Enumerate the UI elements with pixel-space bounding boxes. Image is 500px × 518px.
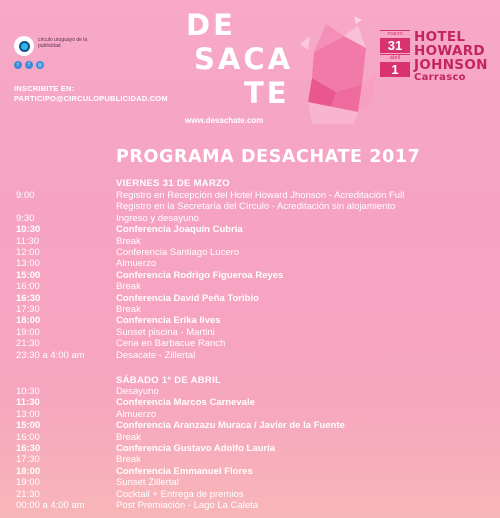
schedule-time: 17:30: [16, 304, 40, 315]
schedule-row: [16, 500, 496, 511]
fist-sculpture-image: [296, 14, 382, 126]
schedule-row: [16, 386, 496, 397]
schedule-time: 16:30: [16, 443, 41, 454]
schedule-row: [16, 213, 496, 224]
schedule-time: 11:30: [16, 397, 40, 409]
schedule-time: 11:30: [16, 235, 40, 247]
schedule-event: Registro en la Secretaría del Círculo - Acreditación sin alojamiento: [116, 201, 396, 213]
org-name: círculo uruguayo de la publicidad: [38, 37, 88, 49]
schedule-time: 10:30: [16, 386, 40, 397]
schedule-row: [16, 236, 496, 247]
schedule-time: 19:00: [16, 326, 40, 338]
schedule-event: Desayuno: [116, 386, 159, 397]
schedule-time: 18:00: [16, 465, 41, 477]
schedule-event: Conferencia Marcos Carnevale: [116, 397, 255, 409]
hotel-line-3: JOHNSON: [414, 57, 488, 73]
schedule-row: [16, 293, 496, 304]
schedule-event: Desacate - Zillertal: [116, 349, 196, 361]
schedule-time: 00:00 a 4:00 am: [16, 500, 85, 511]
day2-heading: SÁBADO 1º DE ABRIL: [116, 375, 222, 386]
schedule-row: [16, 315, 496, 326]
schedule-event: Break: [116, 281, 141, 293]
twitter-icon[interactable]: t: [14, 61, 22, 69]
schedule-row: [16, 477, 496, 488]
schedule-row: [16, 466, 496, 477]
social-links: [14, 61, 44, 69]
schedule-row: [16, 489, 496, 500]
inscribe-label: INSCRIBITE EN:: [14, 84, 75, 93]
site-url[interactable]: www.desachate.com: [185, 116, 264, 125]
schedule-time: 21:30: [16, 338, 40, 350]
brand-line-3: TE: [244, 76, 290, 110]
schedule-event: Conferencia Joaquín Cubría: [116, 224, 243, 236]
hotel-location: Carrasco: [414, 72, 466, 83]
schedule-row: [16, 224, 496, 235]
schedule-event: Almuerzo: [116, 258, 157, 270]
hotel-line-2: HOWARD: [414, 43, 485, 59]
header: [0, 0, 500, 140]
schedule-time: 16:00: [16, 431, 40, 443]
hotel-logo: [414, 30, 488, 84]
schedule-time: 15:00: [16, 269, 41, 281]
schedule-event: Conferencia David Peña Toribio: [116, 292, 259, 304]
schedule-event: Cena en Barbacue Ranch: [116, 338, 226, 350]
schedule-event: Post Premiación - Lago La Caleta: [116, 500, 259, 511]
program-title: PROGRAMA DESACHATE 2017: [116, 147, 421, 167]
schedule-row: [16, 350, 496, 361]
inscribe-email[interactable]: PARTICIPO@CIRCULOPUBLICIDAD.COM: [14, 94, 168, 103]
schedule-event: Sunset piscina - Martini: [116, 326, 215, 338]
schedule-time: 12:00: [16, 247, 40, 258]
schedule-event: Break: [116, 454, 141, 466]
schedule-row: [16, 304, 496, 315]
schedule-time: 13:00: [16, 258, 40, 270]
schedule-event: Cocktail + Entrega de premios: [116, 488, 244, 500]
schedule-event: Break: [116, 304, 141, 315]
schedule-time: 9:00: [16, 190, 35, 201]
schedule-row: [16, 420, 496, 431]
schedule-event: Conferencia Gustavo Adolfo Lauria: [116, 443, 276, 454]
schedule-row: [16, 432, 496, 443]
schedule-event: Conferencia Rodrigo Figueroa Reyes: [116, 269, 284, 281]
schedule-time: 16:00: [16, 281, 40, 293]
schedule-event: Registro en Recepción del Hotel Howard Jhonson - Acreditación Full: [116, 190, 405, 201]
brand-line-1: DE: [186, 8, 236, 42]
date-month-1: marzo: [380, 30, 410, 37]
inscribe-block: [14, 84, 168, 104]
schedule-time: 15:00: [16, 420, 41, 432]
schedule-time: 18:00: [16, 315, 41, 327]
schedule-row: [16, 454, 496, 465]
schedule-time: 19:00: [16, 477, 40, 489]
schedule-row: [16, 443, 496, 454]
schedule-time: 16:30: [16, 292, 41, 304]
schedule-event: Break: [116, 235, 141, 247]
schedule-time: 13:00: [16, 408, 40, 420]
date-month-2: abril: [380, 54, 410, 61]
schedule-row: [16, 397, 496, 408]
schedule-time: 10:30: [16, 224, 41, 236]
schedule-row: [16, 201, 496, 212]
day1-heading: VIERNES 31 DE MARZO: [116, 178, 230, 189]
schedule-event: Conferencia Emmanuel Flores: [116, 465, 253, 477]
schedule-event: Conferencia Aranzazu Muraca / Javier de la Fuente: [116, 420, 345, 432]
facebook-icon[interactable]: f: [25, 61, 33, 69]
schedule-event: Ingreso y desayuno: [116, 212, 199, 224]
schedule-time: 21:30: [16, 488, 40, 500]
schedule-row: [16, 190, 496, 201]
instagram-icon[interactable]: ◎: [37, 62, 43, 68]
schedule-row: [16, 270, 496, 281]
eye-logo-icon: [14, 36, 34, 56]
brand-line-2: SACA: [194, 42, 294, 76]
schedule-row: [16, 281, 496, 292]
schedule-event: Conferencia Santiago Lucero: [116, 247, 240, 258]
schedule-time: 23:30 a 4:00 am: [16, 349, 85, 361]
schedule-row: [16, 247, 496, 258]
date-day-2: 1: [380, 62, 410, 77]
schedule-event: Sunset Zillertal: [116, 477, 179, 489]
schedule-row: [16, 258, 496, 269]
schedule-time: 9:30: [16, 212, 35, 224]
schedule-event: Break: [116, 431, 141, 443]
hotel-line-1: HOTEL: [414, 29, 466, 45]
schedule-row: [16, 338, 496, 349]
event-dates: [380, 30, 410, 78]
schedule-row: [16, 327, 496, 338]
desacate-logo: [186, 8, 296, 110]
schedule-event: Almuerzo: [116, 408, 157, 420]
schedule-row: [16, 409, 496, 420]
schedule-event: Conferencia Erika Iives: [116, 315, 221, 327]
schedule-time: 17:30: [16, 454, 40, 466]
date-day-1: 31: [380, 38, 410, 53]
